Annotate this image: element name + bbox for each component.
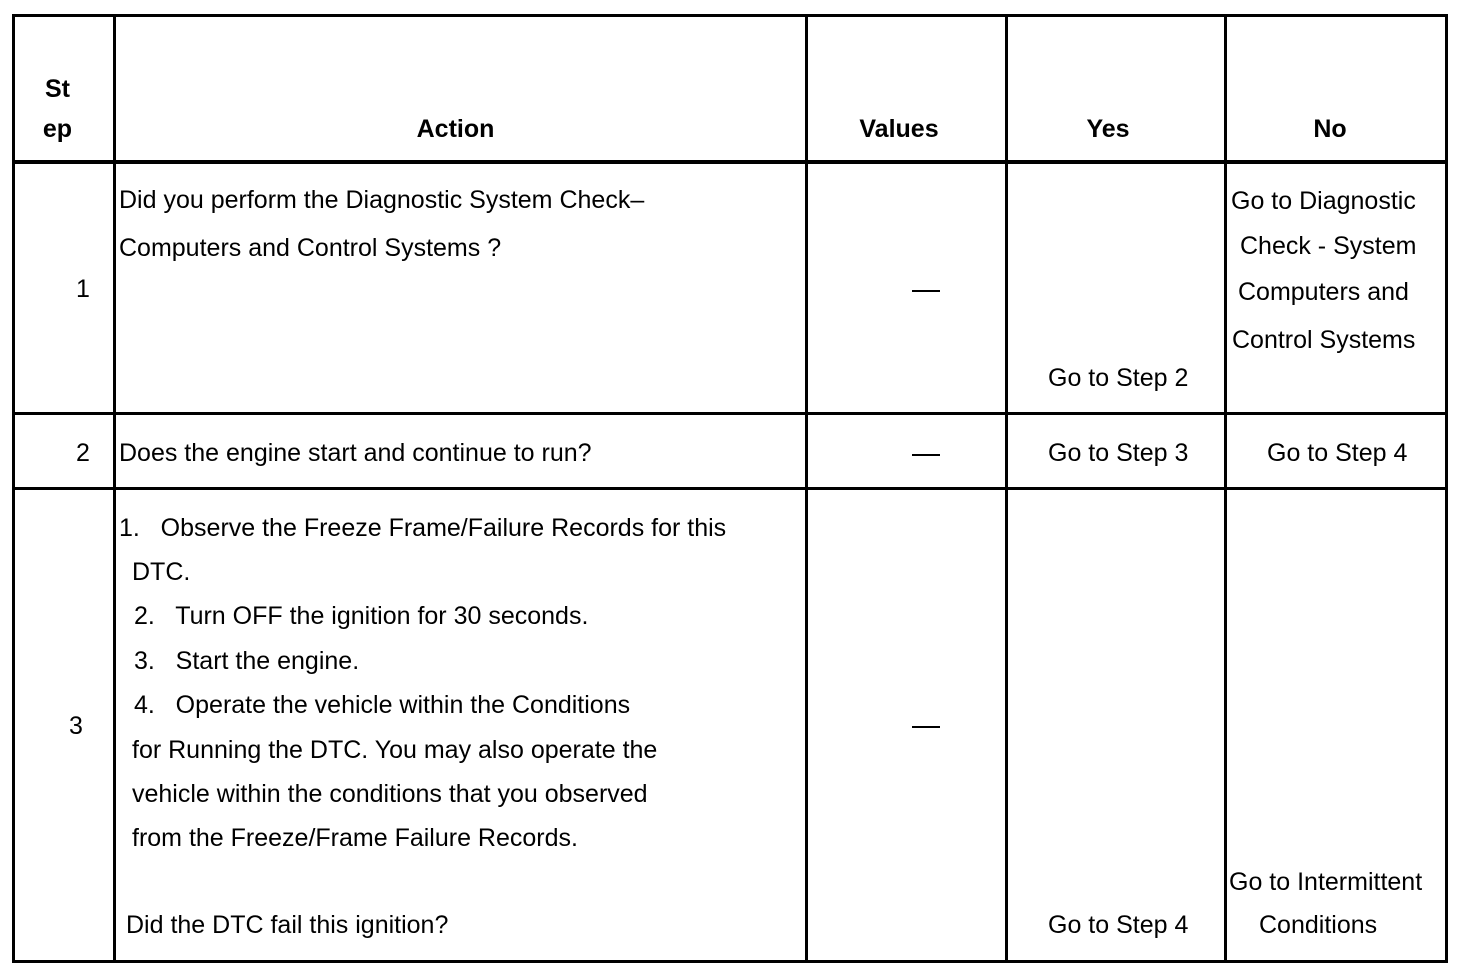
header-action: Action <box>416 115 495 143</box>
row3-action-line3: 2. Turn OFF the ignition for 30 seconds. <box>134 602 589 630</box>
row2-values-dash <box>912 454 940 456</box>
row3-action-question: Did the DTC fail this ignition? <box>126 911 449 939</box>
row3-action-line5: 4. Operate the vehicle within the Conditions <box>134 691 631 719</box>
header-divider <box>12 160 1448 164</box>
header-step-line2: ep <box>42 115 73 143</box>
row3-yes: Go to Step 4 <box>1048 911 1189 939</box>
row1-step: 1 <box>76 275 90 303</box>
row1-yes: Go to Step 2 <box>1048 364 1189 392</box>
row3-action-line8: from the Freeze/Frame Failure Records. <box>132 824 578 852</box>
row1-action-line2: Computers and Control Systems ? <box>119 234 502 262</box>
column-divider-yes <box>1224 14 1227 963</box>
row1-values-dash <box>912 290 940 292</box>
table-border-right <box>1445 14 1448 963</box>
column-divider-action <box>805 14 808 963</box>
row2-step: 2 <box>76 439 90 467</box>
header-yes: Yes <box>1086 115 1130 143</box>
table-border-top <box>12 14 1448 17</box>
row1-no-line3: Computers and <box>1238 278 1409 306</box>
header-values: Values <box>859 115 939 143</box>
table-border-bottom <box>12 960 1448 963</box>
row1-no-line4: Control Systems <box>1232 326 1416 354</box>
row-divider-1 <box>12 412 1448 415</box>
table-border-left <box>12 14 15 963</box>
header-step-line1: St <box>45 75 70 103</box>
row1-no-line2: Check - System <box>1240 232 1417 260</box>
row1-action-line1: Did you perform the Diagnostic System Check– <box>119 186 645 214</box>
row3-action-line2: DTC. <box>132 558 191 586</box>
row3-action-line4: 3. Start the engine. <box>134 647 360 675</box>
row1-no-line1: Go to Diagnostic <box>1231 187 1416 215</box>
row3-action-line6: for Running the DTC. You may also operate the <box>132 736 658 764</box>
row3-values-dash <box>912 726 940 728</box>
row2-no-line1: Go to Step 4 <box>1267 439 1408 467</box>
row3-step: 3 <box>69 712 83 740</box>
column-divider-values <box>1005 14 1008 963</box>
row-divider-2 <box>12 487 1448 490</box>
row3-action-line7: vehicle within the conditions that you observed <box>132 780 648 808</box>
row3-no-line1: Go to Intermittent <box>1229 868 1423 896</box>
row2-yes: Go to Step 3 <box>1048 439 1189 467</box>
row3-no-line2: Conditions <box>1259 911 1378 939</box>
row2-action-line1: Does the engine start and continue to run? <box>119 439 592 467</box>
column-divider-step <box>113 14 116 963</box>
row3-action-line1: 1. Observe the Freeze Frame/Failure Records for this <box>119 514 727 542</box>
header-no: No <box>1313 115 1347 143</box>
